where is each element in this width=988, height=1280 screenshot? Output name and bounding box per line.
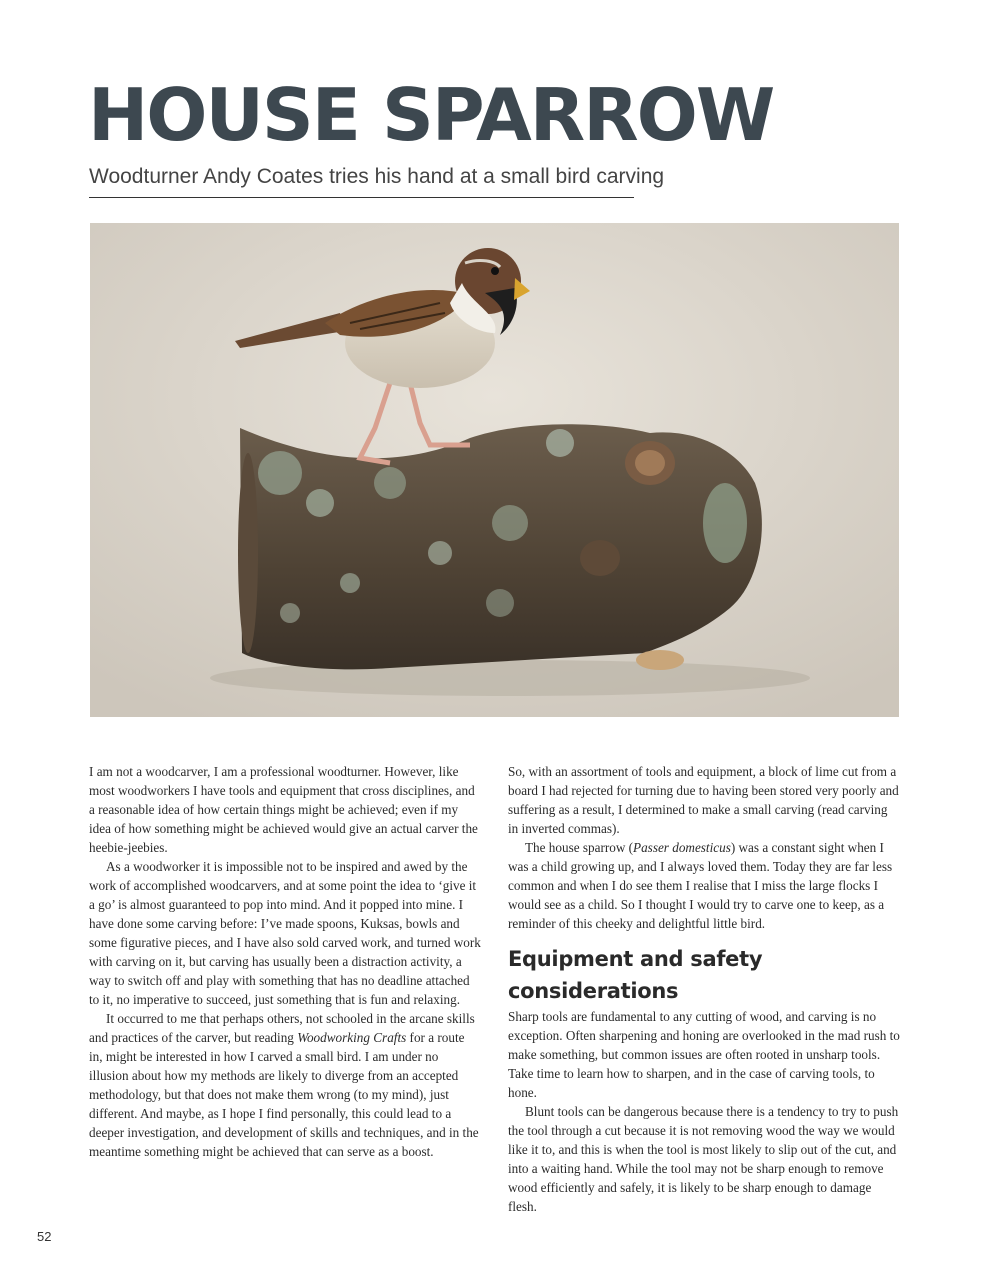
article-column-left <box>89 762 481 1161</box>
body-paragraph: So, with an assortment of tools and equipment, a block of lime cut from a board I had rejected for turning due to having been stored very poorly and suffering as a result, I determined to make a small carving (read carving in inverted commas). <box>508 764 899 836</box>
body-paragraph <box>89 1009 481 1161</box>
article-column-right <box>508 762 900 1216</box>
page-number: 52 <box>37 1229 52 1244</box>
text-run: The house sparrow ( <box>525 840 634 855</box>
text-run: for a route in, might be interested in how I carved a small bird. I am under no illusion about how my methods are likely to diverge from an accepted methodology, but that does not make them wrong (to my mind), just different. And maybe, as I hope I find personally, this could lead to a deeper investigation, and development of skills and techniques, and in the meantime something might be achieved that can serve as a boost. <box>89 1030 479 1159</box>
log-perch <box>238 424 762 670</box>
section-heading: Equipment and safety considerations <box>508 947 763 1003</box>
body-paragraph <box>508 838 900 933</box>
article-subtitle: Woodturner Andy Coates tries his hand at a small bird carving <box>89 162 634 198</box>
body-paragraph: Blunt tools can be dangerous because there is a tendency to try to push the tool through a cut because it is not removing wood the way we would like it to, and this is when the tool is most likely to slip out of the cut, and into a waiting hand. While the tool may not be sharp enough to remove wood efficiently and safely, it is likely to be sharp enough to damage flesh. <box>508 1104 899 1214</box>
body-paragraph: I am not a woodcarver, I am a professional woodturner. However, like most woodworkers I have tools and equipment that cross disciplines, and a reasonable idea of how certain things might be achieved; even if my idea of how something might be achieved would give an actual carver the heebie-jeebies. <box>89 764 478 855</box>
body-paragraph: As a woodworker it is impossible not to be inspired and awed by the work of accomplished woodcarvers, and at some point the idea to ‘give it a go’ is almost guaranteed to pop into mind. And it popped into mine. I have done some carving before: I’ve made spoons, Kuksas, bowls and some figurative pieces, and I have also sold carved work, and turned work with carving on it, but carving has usually been a distraction activity, a way to switch off and play with something that has no deadline attached to it, no imperative to succeed, just something that is fun and relaxing. <box>89 859 481 1007</box>
text-run: It occurred to me that perhaps others, not schooled in the arcane skills and practices of the carver, but reading <box>89 1011 475 1045</box>
body-paragraph: Sharp tools are fundamental to any cutting of wood, and carving is no exception. Often sharpening and honing are overlooked in the mad rush to make something, but common issues are often rooted in unsharp tools. Take time to learn how to sharpen, and in the case of carving tools, to hone. <box>508 1009 900 1100</box>
publication-title: Woodworking Crafts <box>297 1030 407 1045</box>
latin-name: Passer domesticus <box>633 840 731 855</box>
sparrow-carving-photo <box>90 223 899 717</box>
text-run: ) was a constant sight when I was a child growing up, and I always loved them. Today they are far less common and when I do see them I realise that I miss the large flocks I would see as a child. So I thought I would try to carve one to keep, as a reminder of this cheeky and delightful little bird. <box>508 840 893 931</box>
article-title: HOUSE SPARROW <box>88 73 774 157</box>
